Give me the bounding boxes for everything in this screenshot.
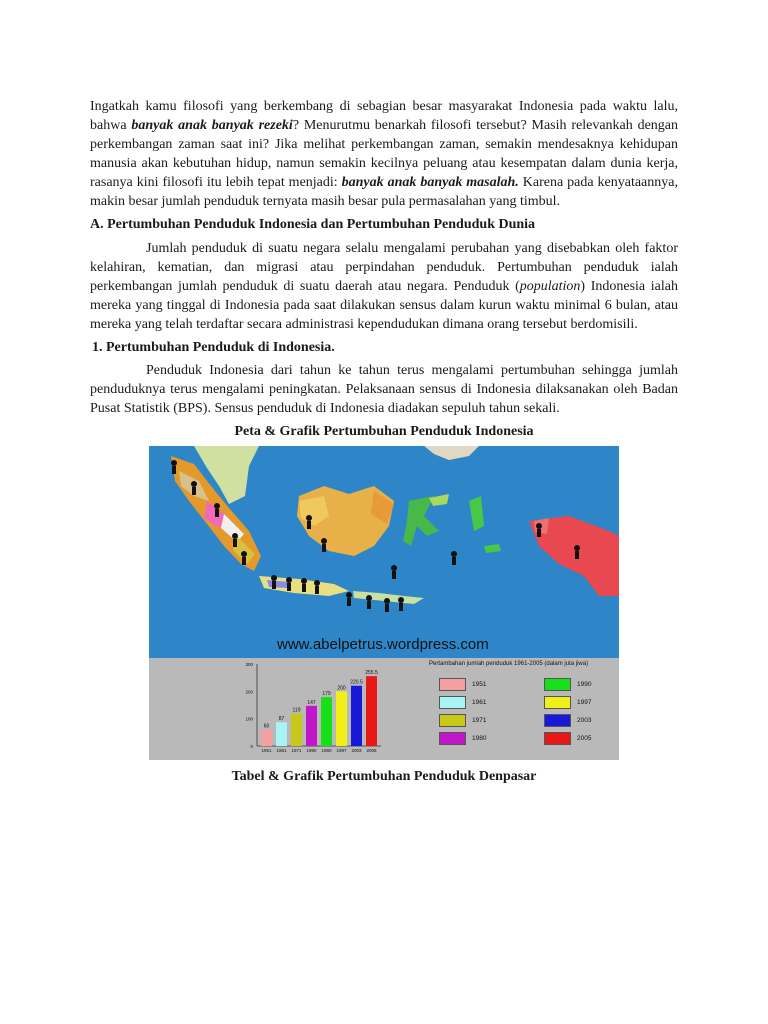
legend-swatch <box>544 678 571 691</box>
legend-label: 2003 <box>577 717 592 725</box>
intro-text-3: Karena pada kenyataannya, makin besar jumlah penduduk ternyata masih besar pula permasalahan yang timbul. <box>90 175 678 209</box>
section-a-paragraph <box>90 239 678 334</box>
legend-label: 1951 <box>472 681 487 689</box>
legend-item-2003 <box>544 714 591 727</box>
legend-swatch <box>544 696 571 709</box>
x-tick-label: 1980 <box>306 748 317 753</box>
legend-swatch <box>439 732 466 745</box>
figure-caption-top: Peta & Grafik Pertumbuhan Penduduk Indonesia <box>234 424 534 439</box>
indonesia-map <box>149 446 619 658</box>
bar-1951 <box>261 730 272 746</box>
x-tick-label: 1971 <box>291 748 302 753</box>
section-1-heading: 1. Pertumbuhan Penduduk di Indonesia. <box>92 340 335 355</box>
y-tick-label: 300 <box>245 662 253 667</box>
bar-value-label: 87 <box>278 716 285 723</box>
map-illustration <box>149 446 619 658</box>
bar-1990 <box>321 697 332 746</box>
legend-swatch <box>439 678 466 691</box>
legend-label: 1961 <box>472 699 487 707</box>
bar-2003 <box>351 686 362 746</box>
legend-item-1997 <box>544 696 591 709</box>
legend-label: 1997 <box>577 699 592 707</box>
legend-label: 1990 <box>577 681 592 689</box>
chart-legend-title: Pertambahan jumlah penduduk 1961-2005 (dalam juta jiwa) <box>429 661 589 667</box>
x-tick-label: 1997 <box>336 748 347 753</box>
bar-1997 <box>336 691 347 746</box>
bar-value-label: 119 <box>292 707 301 714</box>
intro-text-1: Ingatkah kamu filosofi yang berkembang di sebagian besar masyarakat Indonesia pada waktu lalu, bahwa <box>90 99 678 133</box>
figure-caption-bottom: Tabel & Grafik Pertumbuhan Penduduk Denpasar <box>231 769 537 784</box>
bar-2005 <box>366 676 377 746</box>
legend-item-1990 <box>544 678 591 691</box>
x-tick-label: 1951 <box>261 748 272 753</box>
legend-item-1980 <box>439 732 486 745</box>
y-tick-label: 200 <box>245 689 253 695</box>
bar-value-label: 220.5 <box>350 679 363 686</box>
x-tick-label: 1961 <box>276 748 287 753</box>
legend-label: 1971 <box>472 717 487 725</box>
watermark-url: www.abelpetrus.wordpress.com <box>277 636 489 653</box>
y-tick-label: 100 <box>245 716 253 722</box>
legend-swatch <box>439 696 466 709</box>
legend-swatch <box>544 714 571 727</box>
intro-emphasis-masalah: banyak anak banyak masalah. <box>341 175 519 190</box>
intro-paragraph <box>90 97 678 211</box>
section-1-paragraph: Penduduk Indonesia dari tahun ke tahun terus mengalami pertumbuhan sehingga jumlah penduduknya terus mengalami peningkatan. Pelaksanaan sensus di Indonesia dilaksanakan oleh Badan Pusat Statistik (BPS). Sensus penduduk di Indonesia diadakan sepuluh tahun sekali. <box>90 363 678 416</box>
x-tick-label: 2005 <box>366 748 377 753</box>
y-tick-label: 0 <box>250 744 253 749</box>
legend-item-1961 <box>439 696 486 709</box>
legend-item-1951 <box>439 678 486 691</box>
population-chart-panel <box>149 658 619 760</box>
section-a-text-1: Jumlah penduduk di suatu negara selalu mengalami perubahan yang disebabkan oleh faktor kelahiran, kematian, dan migrasi atau perpindahan penduduk. Pertumbuhan penduduk ialah perkembangan jumlah penduduk di suatu daerah atau negara. Penduduk ( <box>90 241 678 294</box>
x-tick-label: 2003 <box>351 748 362 753</box>
bar-value-label: 179 <box>322 691 331 698</box>
legend-item-1971 <box>439 714 486 727</box>
document-page <box>90 97 678 786</box>
intro-text-2: ? Menurutmu benarkah filosofi tersebut? Masih relevankah dengan perkembangan zaman saat ini? Jika melihat perkembangan zaman, semakin mendesaknya kehidupan manusia akan kebutuhan hidup, namun semakin kecilnya peluang atau kesempatan dalam dunia kerja, rasanya kini filosofi itu lebih tepat menjadi: <box>90 118 678 190</box>
bar-value-label: 200 <box>337 685 346 692</box>
bar-1980 <box>306 706 317 746</box>
section-a-heading: A. Pertumbuhan Penduduk Indonesia dan Pertumbuhan Penduduk Dunia <box>90 217 536 232</box>
section-a-text-2: ) Indonesia ialah mereka yang tinggal di Indonesia pada saat dilakukan sensus dalam kurun waktu minimal 6 bulan, atau mereka yang telah terdaftar secara administrasi kependudukan dimana orang tersebut berdomisili. <box>90 279 678 332</box>
x-tick-label: 1990 <box>321 748 332 753</box>
bar-value-label: 147 <box>307 699 316 706</box>
population-figure <box>149 446 619 760</box>
legend-label: 2005 <box>577 735 592 743</box>
legend-swatch <box>544 732 571 745</box>
intro-emphasis-rezeki: banyak anak banyak rezeki <box>131 118 293 133</box>
legend-label: 1980 <box>472 735 487 743</box>
bar-value-label: 255.5 <box>365 670 378 677</box>
bar-1971 <box>291 713 302 746</box>
bar-1961 <box>276 722 287 746</box>
legend-item-2005 <box>544 732 591 745</box>
legend-swatch <box>439 714 466 727</box>
population-term: population <box>519 279 581 294</box>
bar-value-label: 60 <box>263 723 270 730</box>
